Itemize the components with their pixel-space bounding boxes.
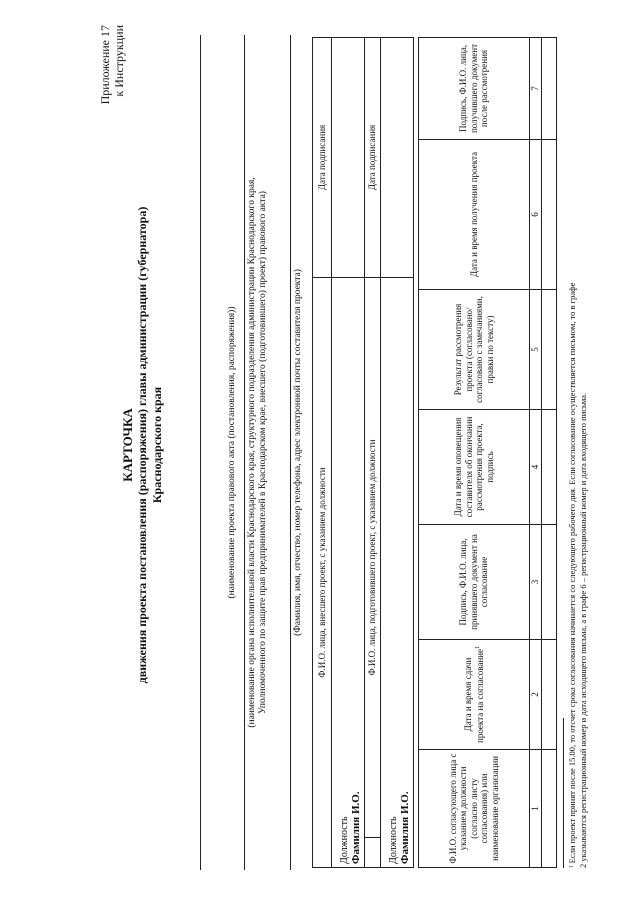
signature-data-row-1 <box>332 37 365 867</box>
signing-date-caption-2: Дата подписания <box>365 37 381 277</box>
empty-cell-5[interactable] <box>542 290 557 410</box>
signer-cell-1 <box>332 277 365 867</box>
empty-cell-1[interactable] <box>542 750 557 868</box>
header-recipient-signature: Подпись, Ф.И.О. лица, получившего документ после рассмотрения <box>419 38 530 140</box>
approval-empty-row <box>542 38 557 868</box>
organ-caption <box>247 35 269 870</box>
title-line-1: КАРТОЧКА <box>120 408 135 482</box>
empty-cell-6[interactable] <box>542 140 557 290</box>
approval-column-numbers-row <box>530 38 542 868</box>
act-name-caption: (наименование проекта правового акта (постановления, распоряжения)) <box>227 306 237 599</box>
header-approver: Ф.И.О. согласующего лица с указанием должности (согласно листу согласования) или наименование организации <box>419 750 530 868</box>
column-number-3: 3 <box>530 525 542 640</box>
signing-date-caption-1: Дата подписания <box>313 37 332 277</box>
contact-caption: (Фамилия, имя, отчество, номер телефона, адрес электронной почты составителя проекта) <box>293 269 303 636</box>
signer-caption-1: Ф.И.О. лица, внесшего проект, с указанием должности <box>313 277 332 867</box>
header-review-result: Результат рассмотрения проекта (согласовано/ согласовано с замечаниями, правки по тексту) <box>419 290 530 410</box>
column-number-1: 1 <box>530 750 542 868</box>
signer-caption-2: Ф.И.О. лица, подготовившего проект, с указанием должности <box>365 277 381 837</box>
column-number-4: 4 <box>530 410 542 525</box>
empty-cell-7[interactable] <box>542 38 557 140</box>
signature-caption-row-2 <box>365 37 381 867</box>
signer-cell-2 <box>381 277 414 867</box>
signer-position-1: Должность <box>338 816 350 864</box>
footnote-marker: 1 <box>475 646 481 649</box>
column-number-7: 7 <box>530 38 542 140</box>
empty-cell-4[interactable] <box>542 410 557 525</box>
document-title <box>120 135 165 755</box>
organ-line <box>244 35 245 870</box>
column-number-6: 6 <box>530 140 542 290</box>
signing-date-cell-1[interactable] <box>332 37 365 277</box>
signing-date-cell-2[interactable] <box>381 37 414 277</box>
empty-cell-2[interactable] <box>542 640 557 750</box>
act-name-line <box>200 35 201 870</box>
footnote <box>567 28 589 868</box>
empty-cell-3[interactable] <box>542 525 557 640</box>
column-number-2: 2 <box>530 640 542 750</box>
signer-name-1: Фамилия И.О. <box>350 791 362 864</box>
footnote-line-2: 2 указываются регистрационный номер и дата исходящего письма, а в графе 6 – регистрационный номер и дата входящего письма. <box>578 392 588 868</box>
contact-line <box>290 35 291 870</box>
approval-table <box>418 37 557 868</box>
signature-data-row-2 <box>381 37 414 867</box>
signature-caption-row-1 <box>313 37 332 867</box>
footnote-separator <box>563 718 564 868</box>
organ-caption-line-1: (наименование органа исполнительной власти Краснодарского края, структурного подразделения администрации Краснодарского края, <box>247 177 257 728</box>
appendix-line-1: Приложение 17 <box>98 25 112 105</box>
signer-position-2: Должность <box>387 816 399 864</box>
header-submission-date-text: Дата и время сдачи проекта на согласование <box>462 649 485 743</box>
column-number-5: 5 <box>530 290 542 410</box>
title-line-2: движения проекта постановления (распоряжения) главы администрации (губернатора) <box>135 206 149 684</box>
signer-caption-spacer-2 <box>365 838 381 868</box>
organ-caption-line-2: Уполномоченного по защите прав предпринимателей в Краснодарском крае, внесшего (подготовившего) проект) правового акта) <box>258 191 268 714</box>
header-notification-date: Дата и время оповещения составителя об окончании рассмотрения проекта, подпись <box>419 410 530 525</box>
footnote-line-1: ¹ Если проект принят после 15.00, то отсчет срока согласования начинается со следующего рабочего дня. Если согласование осуществляется письмом, то в графе <box>567 282 577 868</box>
signatures-table <box>312 37 414 868</box>
appendix-line-2: к Инструкции <box>112 25 126 97</box>
title-line-3: Краснодарского края <box>150 386 164 504</box>
approval-header-row <box>419 38 530 868</box>
header-submission-date <box>419 640 530 750</box>
signer-name-2: Фамилия И.О. <box>399 791 411 864</box>
header-receiver-signature: Подпись, Ф.И.О. лица, принявшего документ на согласование <box>419 525 530 640</box>
header-receipt-date: Дата и время получения проекта <box>419 140 530 290</box>
